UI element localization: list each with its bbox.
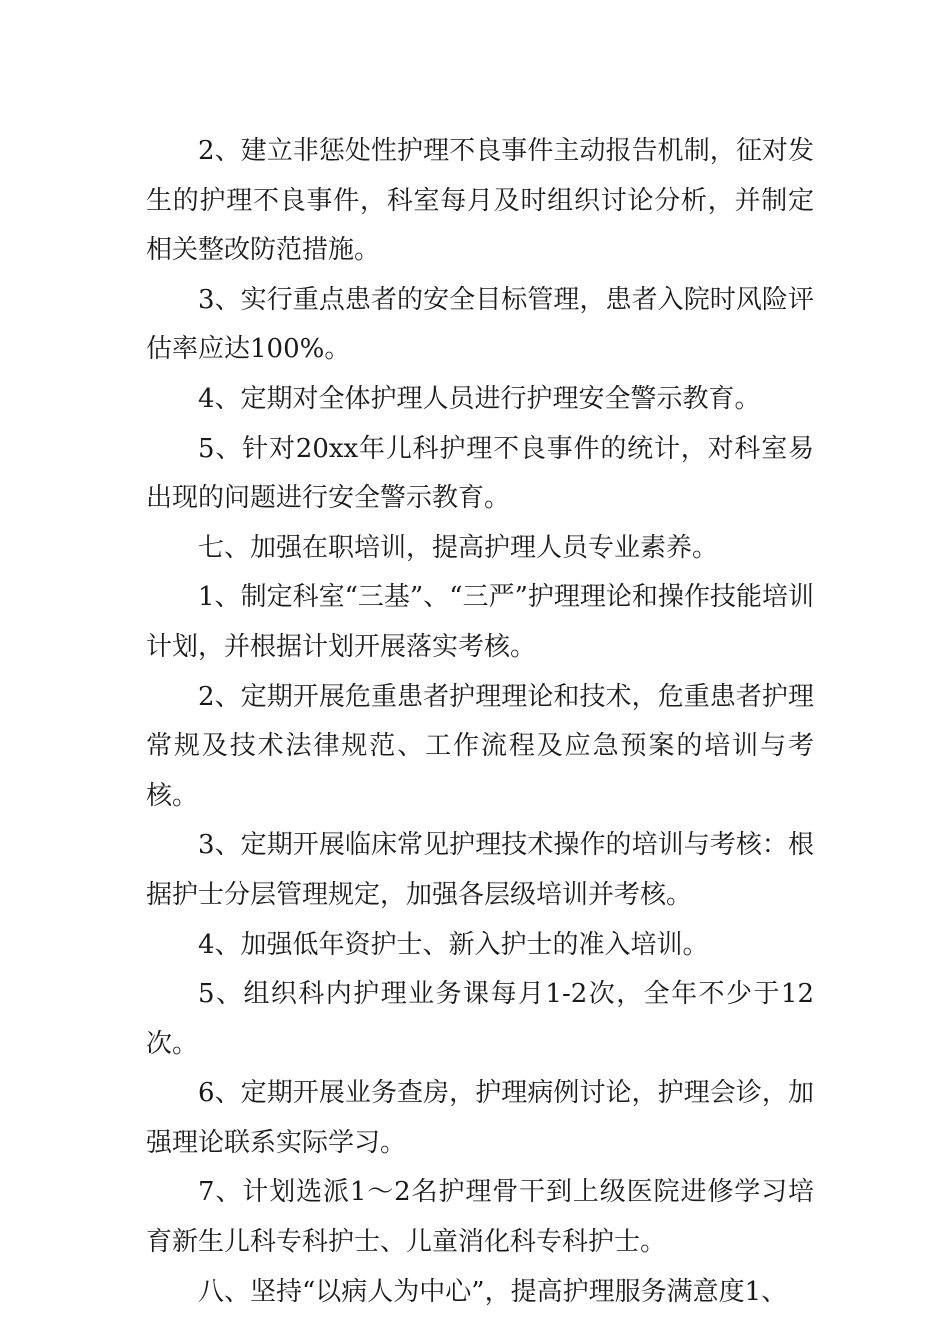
paragraph-new-nurse-training: 4、加强低年资护士、新入护士的准入培训。 xyxy=(198,929,709,960)
document-body xyxy=(146,127,814,1317)
paragraph-key-patient-safety: 3、实行重点患者的安全目标管理，患者入院时风险评估率应达100%。 xyxy=(146,284,814,365)
paragraph-advanced-study: 7、计划选派1～2名护理骨干到上级医院进修学习培育新生儿科专科护士、儿童消化科专科护士。 xyxy=(146,1177,814,1258)
paragraph-business-lessons: 5、组织科内护理业务课每月1-2次，全年不少于12次。 xyxy=(146,979,814,1059)
paragraph-training-plan: 1、制定科室“三基”、“三严”护理理论和操作技能培训计划，并根据计划开展落实考核。 xyxy=(146,582,814,662)
paragraph-ward-rounds: 6、定期开展业务查房，护理病例讨论，护理会诊，加强理论联系实际学习。 xyxy=(146,1078,814,1158)
paragraph-adverse-event-statistics: 5、针对20xx年儿科护理不良事件的统计，对科室易出现的问题进行安全警示教育。 xyxy=(146,433,814,514)
paragraph-safety-reporting: 2、建立非惩处性护理不良事件主动报告机制，征对发生的护理不良事件，科室每月及时组织讨论分析，并制定相关整改防范措施。 xyxy=(146,136,814,266)
paragraph-critical-care-training: 2、定期开展危重患者护理理论和技术，危重患者护理常规及技术法律规范、工作流程及应急预案的培训与考核。 xyxy=(146,681,814,811)
paragraph-clinical-skills-training: 3、定期开展临床常见护理技术操作的培训与考核：根据护士分层管理规定，加强各层级培训并考核。 xyxy=(146,830,814,910)
section-heading-patient-centered: 八、坚持“以病人为中心”，提高护理服务满意度1、 xyxy=(198,1276,788,1307)
paragraph-safety-education: 4、定期对全体护理人员进行护理安全警示教育。 xyxy=(198,383,761,414)
section-heading-training: 七、加强在职培训，提高护理人员专业素养。 xyxy=(198,532,719,563)
